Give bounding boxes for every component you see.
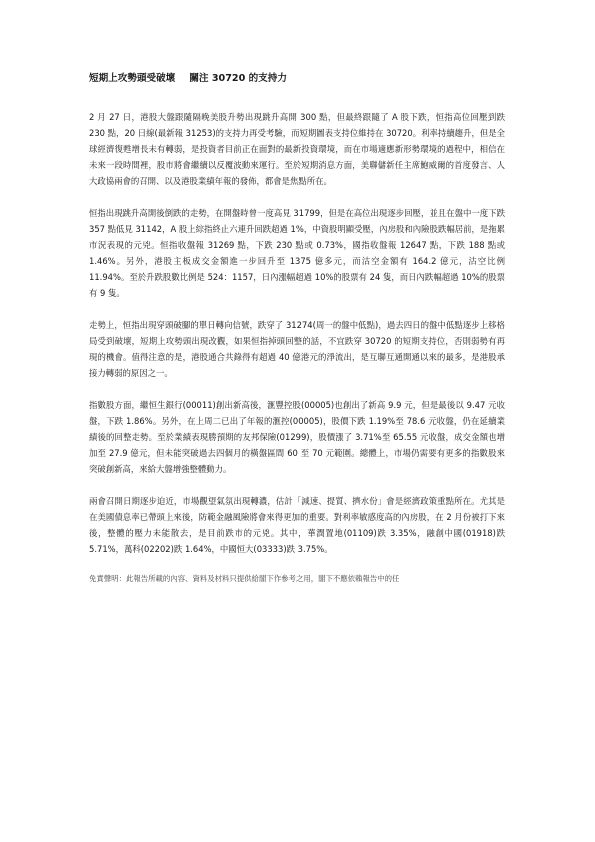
paragraph-index-close: 恒指出現跳升高開後倒跌的走勢，在開盤時曾一度高見 31799，但是在高位出現逐步回壓，並且在盤中一度下跌 357 點低見 31142，A 股上綜指終止六連升回跌超過 1%，中資股明顯受壓，內房股和內險股跌幅居前，是拖累市況表現的元兇。恒指收盤報 31269 點，下跌 230 點或 0.73%，國指收盤報 12647 點，下跌 188 點或 1.46%。另外，港股主板成交金額進一步回升至 1375 億多元，而沽空金額有 164.2 億元，沽空比例 11.94%。至於升跌股數比例是 524：1157，日內漲幅超過 10%的股票有 24 隻，而日內跌幅超過 10%的股票有 9 隻。	[89, 208, 505, 298]
paragraph-index-stocks: 指數股方面，繼恒生銀行(00011)創出新高後，滙豐控股(00005)也創出了新高 9.9 元，但是最後以 9.47 元收盤，下跌 1.86%。另外，在上周二已出了年報的滙控(00005)，股價下跌 1.19%至 78.6 元收盤，仍在延續業績後的回整走勢。至於業績表現勝預期的友邦保險(01299)，股價漲了 3.71%至 65.55 元收盤，成交金額也增加至 27.9 億元，但未能突破過去四個月的橫盤區間 60 至 70 元範圍。總體上，市場仍需要有更多的指數股來突破創新高，來給大盤增強整體動力。	[89, 400, 505, 474]
paragraph-policy-property: 兩會召開日期逐步迫近，市場觀望氣氛出現轉濃，估計「減速、提質、擠水份」會是經濟政策重點所在。尤其是在美國債息率已帶頭上來後，防範金融風險將會來得更加的重要。對利率敏感度高的內房股，在 2 月份被打下來後，整體的壓力未能散去，是目前跌市的元兇。其中，華潤置地(01109)跌 3.35%，融創中國(01918)跌 5.71%，萬科(02202)跌 1.64%，中國恒大(03333)跌 3.75%。	[89, 496, 505, 554]
disclaimer: 免責聲明：此報告所載的內容、資料及材料只提供給閣下作參考之用，閣下不應依賴報告中的任	[89, 574, 400, 583]
paragraph-technical-outlook: 走勢上，恒指出現穿頭破腳的單日轉向信號，跌穿了 31274(周一的盤中低點)，過去四日的盤中低點逐步上移格局受到破壞，短期上攻勢頭出現改觀，如果恒指掉頭回整的話，不宜跌穿 30720 的短期支持位，否則弱勢有再現的機會。值得注意的是，港股通合共錄得有超過 40 億港元的淨流出，是互聯互通開通以來的最多，是港股承接力轉弱的原因之一。	[89, 320, 505, 378]
article-title	[89, 72, 505, 85]
paragraph-market-open: 2 月 27 日，港股大盤跟隨隔晚美股升勢出現跳升高開 300 點，但最終跟隨了 A 股下跌，恒指高位回壓到跌 230 點，20 日線(最新報 31253)的支持力再受考驗，而短期圖表支持位維持在 30720。利率持續趨升，但是全球經濟復甦增長未有轉弱，是投資者目前正在面對的最新投資環境，而在市場適應新形勢環境的過程中，相信在未來一段時間裡，股市將會繼續以反覆波動來運行。至於短期消息方面，美聯儲新任主席鮑威爾的首度發言、人大政協兩會的召開、以及港股業績年報的發佈，都會是焦點所在。	[89, 112, 505, 186]
headline: 短期上攻勢頭受破壞	[89, 73, 176, 84]
headline-focus: 關注 30720 的支持力	[189, 73, 287, 84]
